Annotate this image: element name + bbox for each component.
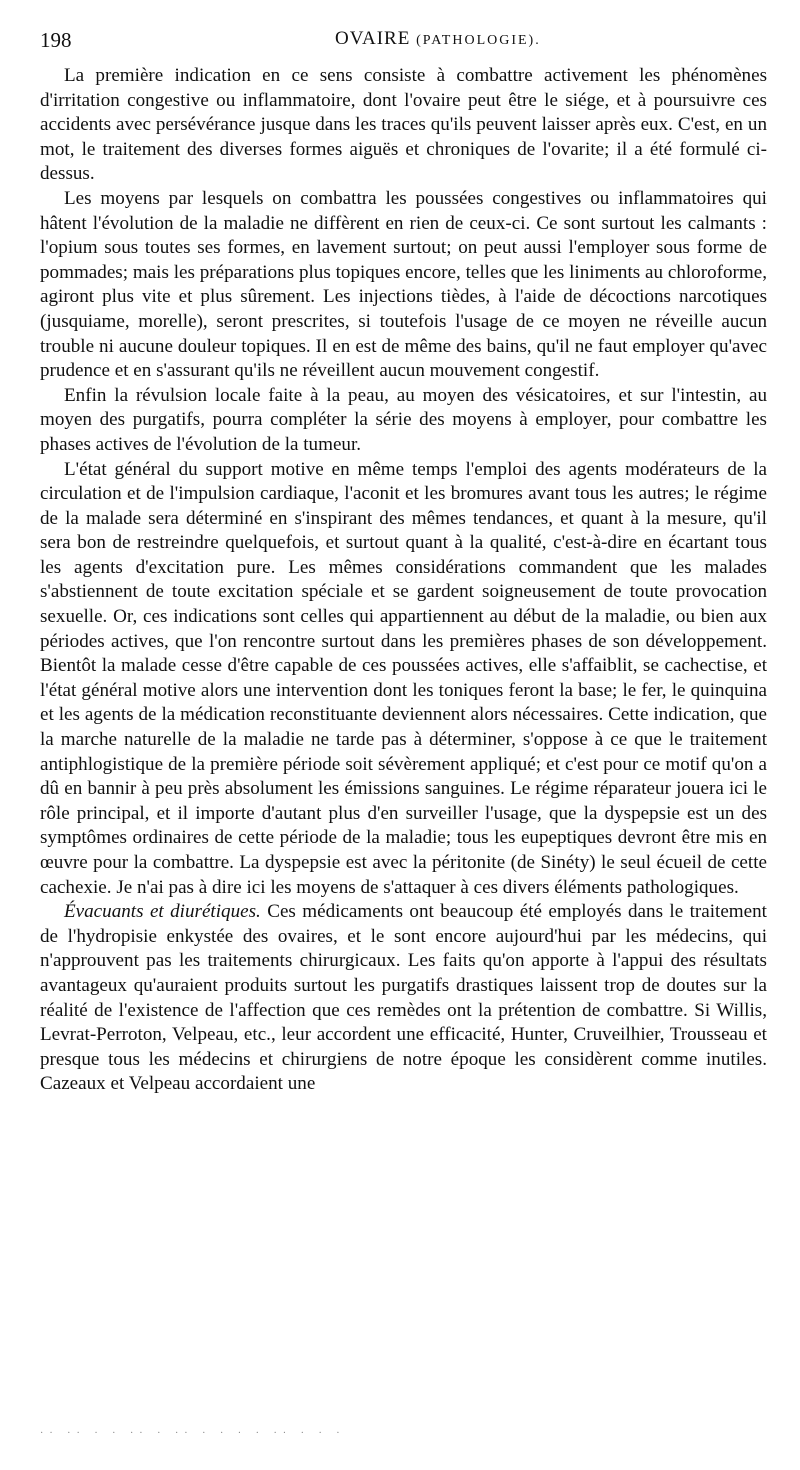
paragraph-text: Ces médicaments ont beaucoup été employés dans le traitement de l'hydropisie enkystée des ovaires, et le sont encore aujourd'hui par les médecins, qui n'approuvent pas les traitements chirurgicaux. Les faits qu'on apporte à l'appui des résultats avantageux qu'auraient produits surtout les purgatifs drastiques laissent trop de doutes sur la réalité de l'existence de l'affection que ces remèdes ont la prétention de combattre. Si Willis, Levrat-Perroton, Velpeau, etc., leur accordent une efficacité, Hunter, Cruveilhier, Trousseau et presque tous les médecins et chirurgiens de notre époque les considèrent comme inutiles. Cazeaux et Velpeau accordaient une — [40, 901, 767, 1095]
paragraph: La première indication en ce sens consiste à combattre activement les phénomènes d'irritation congestive ou inflammatoire, dont l'ovaire peut être le siége, et à poursuivre ces accidents avec persévérance jusque dans les traces qu'ils peuvent laisser après eux. C'est, en un mot, le traitement des diverses formes aiguës et chroniques de l'ovarite; il a été formulé ci-dessus. — [40, 65, 767, 185]
running-header — [40, 28, 770, 62]
running-title-subtitle: (PATHOLOGIE). — [416, 33, 541, 48]
section-lead-italic: Évacuants et diurétiques. — [64, 901, 261, 923]
paragraph: L'état général du support motive en même temps l'emploi des agents modérateurs de la circulation et de l'impulsion cardiaque, l'aconit et les bromures avant tous les autres; le régime de la malade sera déterminé en s'inspirant des mêmes tendances, et quant à la mesure, qu'il sera bon de restreindre quelquefois, et surtout quant à la qualité, c'est-à-dire en écartant tous les agents d'excitation pure. Les mêmes considérations commandent que les malades s'abstiennent de toute excitation spéciale et se gardent soigneusement de toute provocation sexuelle. Or, ces indications sont celles qui appartiennent au début de la maladie, ou bien aux périodes actives, que l'on rencontre surtout dans les premières phases de son développement. Bientôt la malade cesse d'être capable de ces poussées actives, elle s'affaiblit, se cachectise, et l'état général motive alors une intervention dont les toniques feront la base; le fer, le quinquina et les agents de la médication reconstituante deviennent alors nécessaires. Cette indication, que la marche naturelle de la maladie ne tarde pas à déterminer, s'oppose à ce que le traitement antiphlogistique de la première période soit sévèrement appliqué; et c'est pour ce motif qu'on a dû en bannir à peu près absolument les émissions sanguines. Le régime réparateur jouera ici le rôle principal, et il importe d'autant plus d'en surveiller l'usage, que la dyspepsie est un des symptômes ordinaires de cette période de la maladie; tous les eupeptiques devront être mis en œuvre pour la combattre. La dyspepsie est avec la péritonite (de Sinéty) le seul écueil de cette cachexie. Je n'ai pas à dire ici les moyens de s'attaquer à ces divers éléments pathologiques. — [40, 458, 767, 898]
running-title-main: OVAIRE — [335, 28, 411, 49]
paragraph: Les moyens par lesquels on combattra les poussées congestives ou inflammatoires qui hâtent l'évolution de la maladie ne diffèrent en rien de ceux-ci. Ce sont surtout les calmants : l'opium sous toutes ses formes, en lavement surtout; on peut aussi l'employer sous forme de pommades; mais les préparations plus topiques encore, telles que les liniments au chloroforme, agiront plus vite et plus sûrement. Les injections tièdes, à l'aide de décoctions narcotiques (jusquiame, morelle), seront prescrites, si toutefois l'usage de ce moyen ne réveille aucun trouble ni aucune douleur topiques. Il en est de même des bains, qu'il ne faut employer qu'avec prudence et en s'assurant qu'ils ne réveillent aucun mouvement congestif. — [40, 187, 767, 382]
paragraph: Enfin la révulsion locale faite à la peau, au moyen des vésicatoires, et sur l'intestin, au moyen des purgatifs, pourra compléter la série des moyens à employer, pour combattre les phases actives de l'évolution de la tumeur. — [40, 384, 767, 455]
page-number: 198 — [40, 28, 72, 52]
running-title — [335, 28, 541, 50]
bottom-scan-artifact: ·· ·· · · ·· · ·· · · · · ·· · · · — [40, 1428, 346, 1439]
body-text — [40, 64, 767, 1097]
paragraph — [40, 900, 767, 1097]
